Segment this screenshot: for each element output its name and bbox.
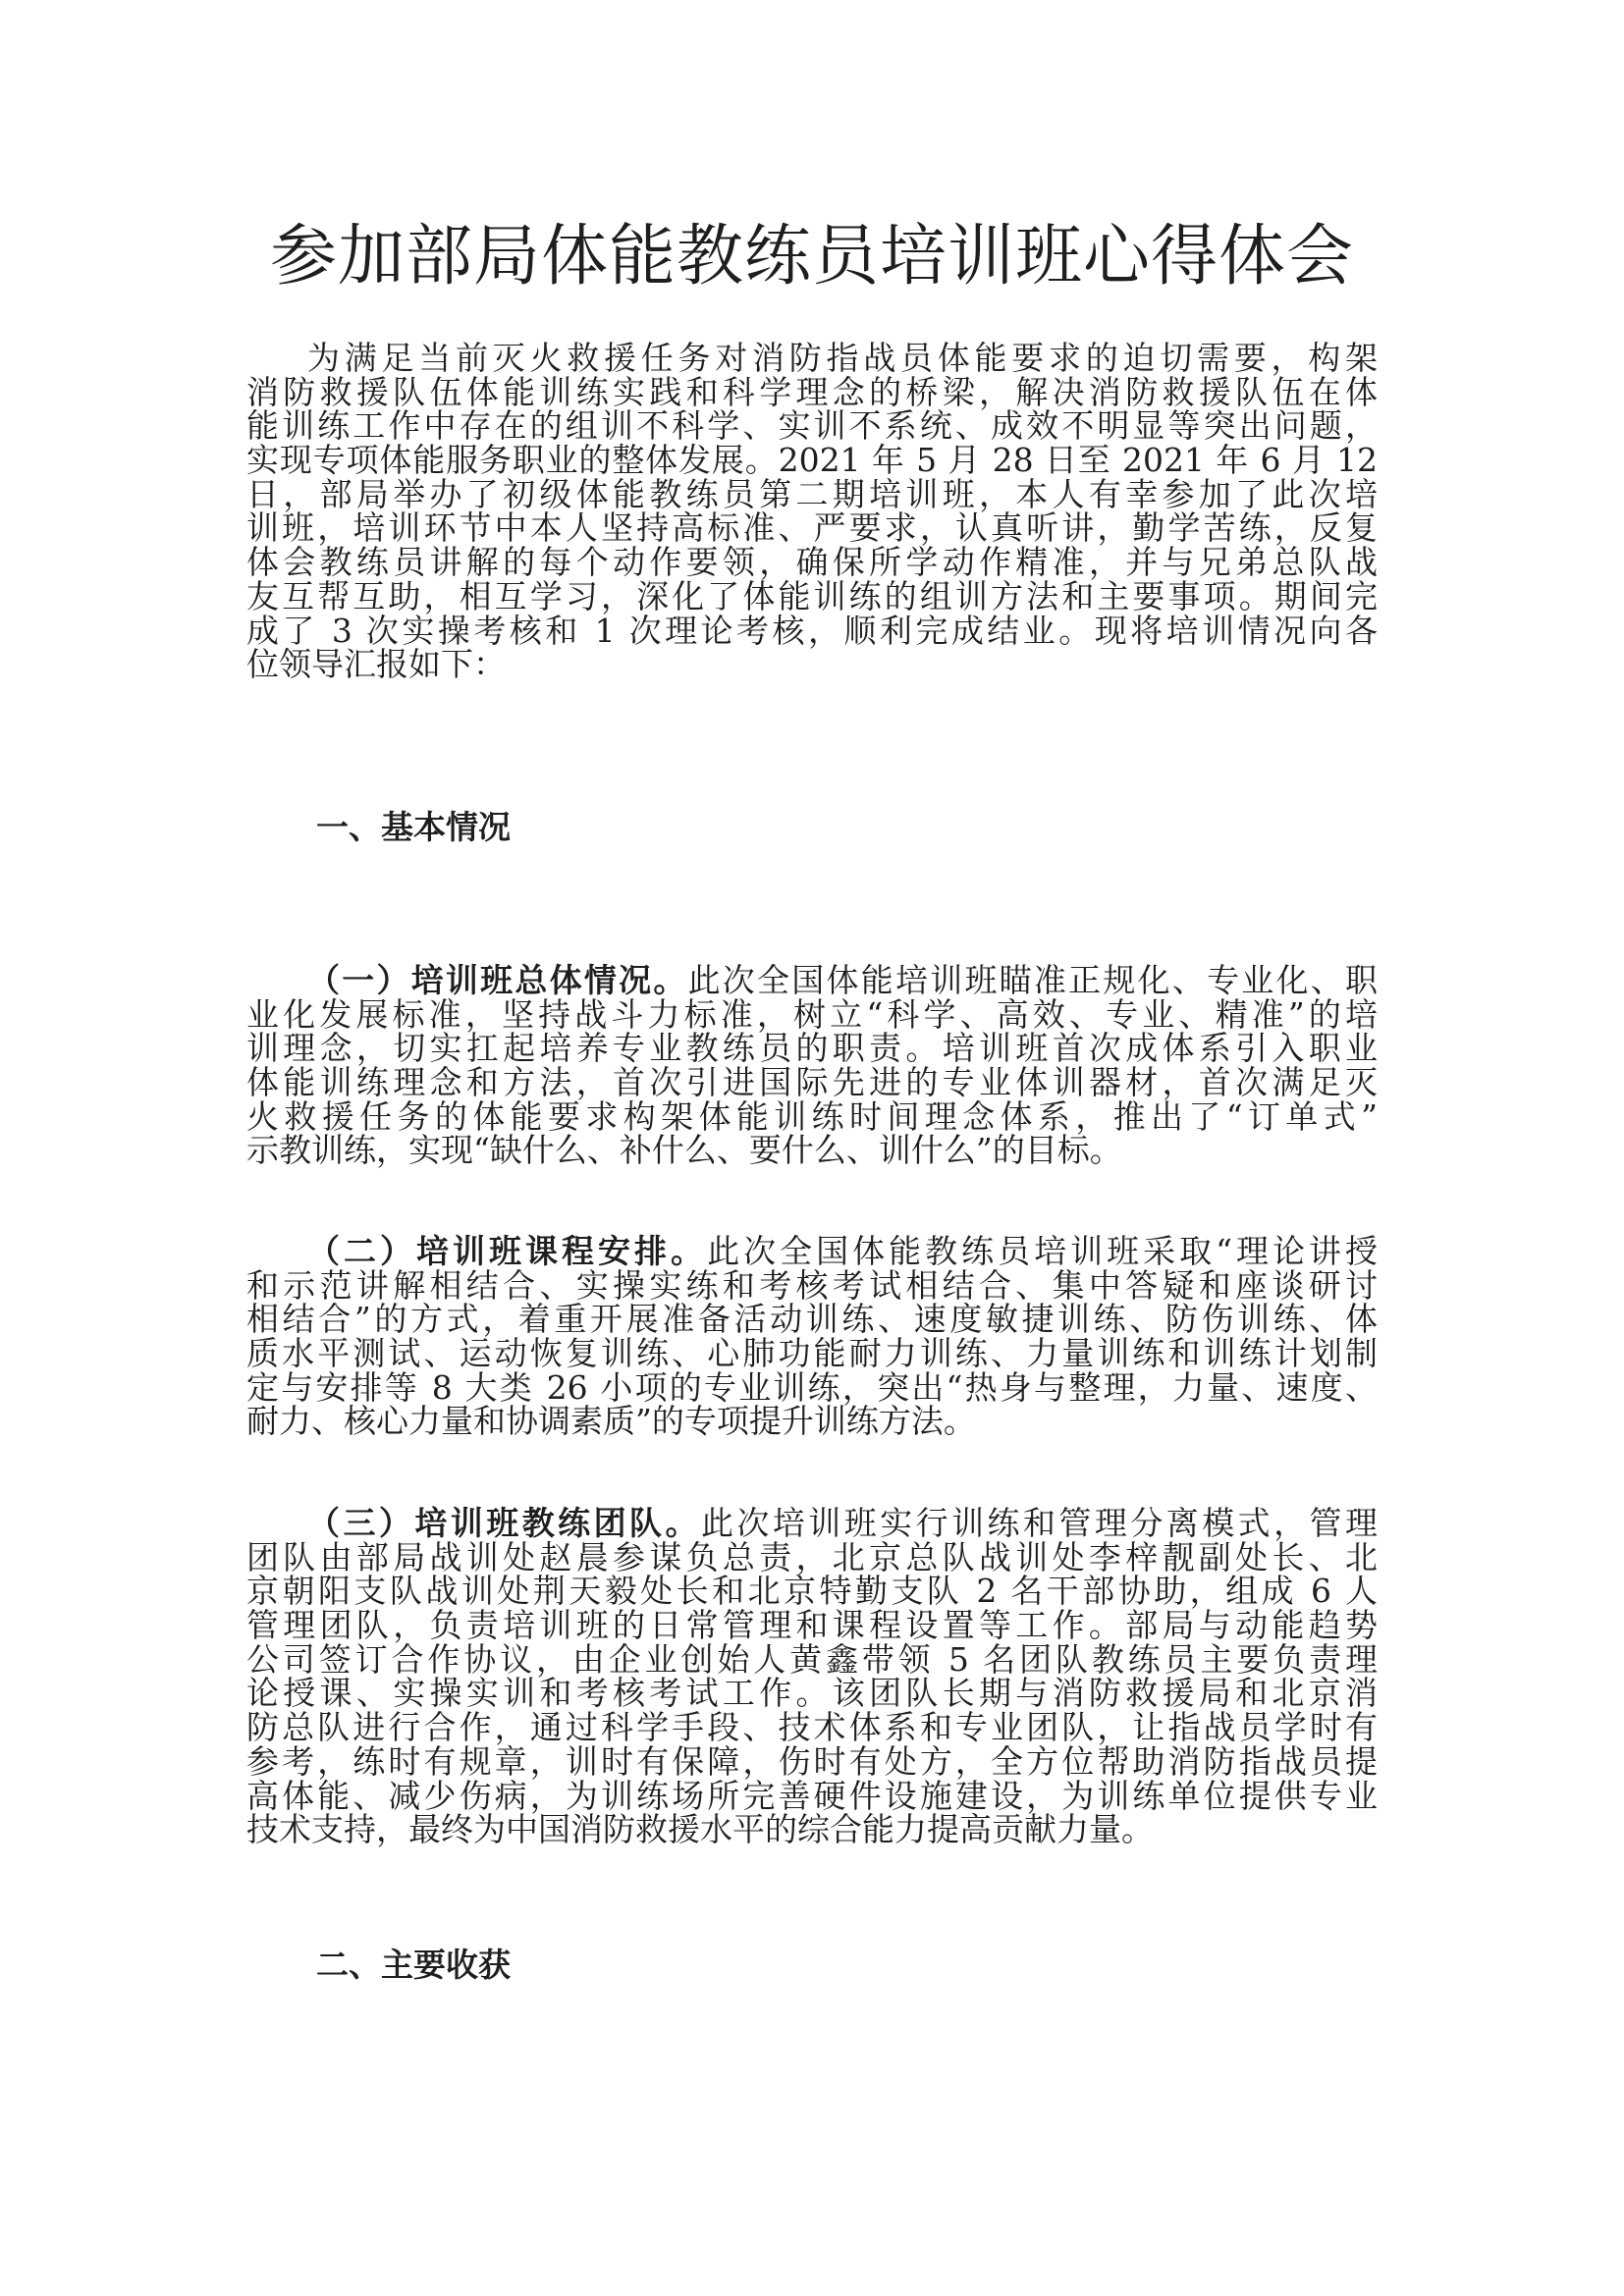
text-line: [246, 372, 1378, 411]
text-line-content: 能训练工作中存在的组训不科学、实训不系统、成效不明显等突出问题，: [246, 406, 1378, 446]
text-line: [246, 543, 1378, 582]
paragraph-coaching-team: [246, 1504, 1379, 1849]
paragraph-course-arrangement: [246, 1232, 1379, 1441]
text-line-content: 技术支持，最终为中国消防救援水平的综合能力提高贡献力量。: [246, 1810, 1154, 1849]
text-line: [246, 1606, 1378, 1645]
text-line-content: 耐力、核心力量和协调素质”的专项提升训练方法。: [246, 1402, 976, 1441]
text-line: [246, 474, 1378, 513]
text-line: [246, 994, 1378, 1034]
text-line: [246, 1096, 1378, 1136]
text-line-content: 示教训练，实现“缺什么、补什么、要什么、训什么”的目标。: [246, 1131, 1122, 1170]
text-line: [246, 1639, 1378, 1679]
text-line: [246, 1504, 1379, 1542]
paragraph-lead-title: （二）培训班课程安排。: [307, 1232, 708, 1270]
text-line-content: 训理念，切实扛起培养专业教练员的职责。培训班首次成体系引入职业: [246, 1029, 1378, 1068]
section-heading-basic-situation: 一、基本情况: [316, 808, 511, 846]
paragraph-overall-situation: [246, 961, 1379, 1170]
text-line: [246, 1810, 1378, 1849]
text-line: [246, 1300, 1378, 1339]
text-line-content: 位领导汇报如下：: [246, 645, 506, 684]
text-line-content: 训班，培训环节中本人坚持高标准、严要求，认真听讲，勤学苦练，反复: [246, 508, 1378, 548]
text-line-content: 定与安排等 8 大类 26 小项的专业训练，突出“热身与整理，力量、速度、: [246, 1367, 1378, 1407]
text-line-content: 成了 3 次实操考核和 1 次理论考核，顺利完成结业。现将培训情况向各: [246, 611, 1378, 650]
section-heading-main-gains: 二、主要收获: [316, 1946, 511, 1984]
text-line: [246, 1232, 1379, 1270]
text-line: [246, 1334, 1378, 1373]
document-title: 参加部局体能教练员培训班心得体会: [269, 218, 1354, 295]
text-line: [246, 1537, 1378, 1576]
text-line-content: 为满足当前灭火救援任务对消防指战员体能要求的迫切需要，构架: [307, 339, 1378, 377]
text-line-content: 友互帮互助，相互学习，深化了体能训练的组训方法和主要事项。期间完: [246, 576, 1378, 615]
text-line: [246, 611, 1378, 650]
text-line-content: 和示范讲解相结合、实操实练和考核考试相结合、集中答疑和座谈研讨: [246, 1265, 1378, 1305]
text-line: [246, 1708, 1378, 1747]
text-line: [246, 961, 1379, 999]
text-line-content: 实现专项体能服务职业的整体发展。2021 年 5 月 28 日至 2021 年 6 月 12: [246, 441, 1378, 480]
text-line-content: 消防救援队伍体能训练实践和科学理念的桥梁，解决消防救援队伍在体: [246, 372, 1378, 411]
text-line-content: 火救援任务的体能要求构架体能训练时间理念体系，推出了“订单式”: [246, 1096, 1378, 1136]
text-line-content: 参考，练时有规章，训时有保障，伤时有处方，全方位帮助消防指战员提: [246, 1741, 1378, 1781]
text-line-content: 此次全国体能培训班瞄准正规化、专业化、职: [687, 961, 1379, 999]
text-line: [246, 1063, 1378, 1102]
text-line-content: 论授课、实操实训和考核考试工作。该团队长期与消防救援局和北京消: [246, 1674, 1378, 1713]
text-line: [246, 1367, 1378, 1407]
text-line: [246, 1572, 1378, 1611]
text-line: [246, 1265, 1378, 1305]
text-line-content: 管理团队，负责培训班的日常管理和课程设置等工作。部局与动能趋势: [246, 1606, 1378, 1645]
text-line-content: 体会教练员讲解的每个动作要领，确保所学动作精准，并与兄弟总队战: [246, 543, 1378, 582]
text-line-content: 日，部局举办了初级体能教练员第二期培训班，本人有幸参加了此次培: [246, 474, 1378, 513]
text-line-content: 团队由部局战训处赵晨参谋负总责，北京总队战训处李梓靓副处长、北: [246, 1537, 1378, 1576]
paragraph-lead-title: （一）培训班总体情况。: [307, 961, 688, 999]
text-line-content: 此次培训班实行训练和管理分离模式，管理: [700, 1504, 1379, 1542]
text-line-content: 公司签订合作协议，由企业创始人黄鑫带领 5 名团队教练员主要负责理: [246, 1639, 1378, 1679]
text-line: [246, 645, 1378, 684]
text-line: [246, 1131, 1378, 1170]
text-line: [246, 1029, 1378, 1068]
text-line: [246, 406, 1378, 446]
paragraph-lead-title: （三）培训班教练团队。: [307, 1504, 701, 1542]
text-line: [246, 339, 1378, 377]
text-line-content: 业化发展标准，坚持战斗力标准，树立“科学、高效、专业、精准”的培: [246, 994, 1378, 1034]
text-line: [246, 1741, 1378, 1781]
text-line: [246, 1674, 1378, 1713]
text-line-content: 京朝阳支队战训处荆天毅处长和北京特勤支队 2 名干部协助，组成 6 人: [246, 1572, 1378, 1611]
text-line: [246, 1776, 1378, 1815]
text-line-content: 高体能、减少伤病，为训练场所完善硬件设施建设，为训练单位提供专业: [246, 1776, 1378, 1815]
text-line: [246, 1402, 1378, 1441]
text-line-content: 质水平测试、运动恢复训练、心肺功能耐力训练、力量训练和训练计划制: [246, 1334, 1378, 1373]
text-line-content: 体能训练理念和方法，首次引进国际先进的专业体训器材，首次满足灭: [246, 1063, 1378, 1102]
text-line: [246, 508, 1378, 548]
text-line-content: 此次全国体能教练员培训班采取“理论讲授: [707, 1232, 1379, 1270]
intro-paragraph: [246, 339, 1378, 684]
text-line-content: 相结合”的方式，着重开展准备活动训练、速度敏捷训练、防伤训练、体: [246, 1300, 1378, 1339]
text-line-content: 防总队进行合作，通过科学手段、技术体系和专业团队，让指战员学时有: [246, 1708, 1378, 1747]
text-line: [246, 576, 1378, 615]
text-line: [246, 441, 1378, 480]
